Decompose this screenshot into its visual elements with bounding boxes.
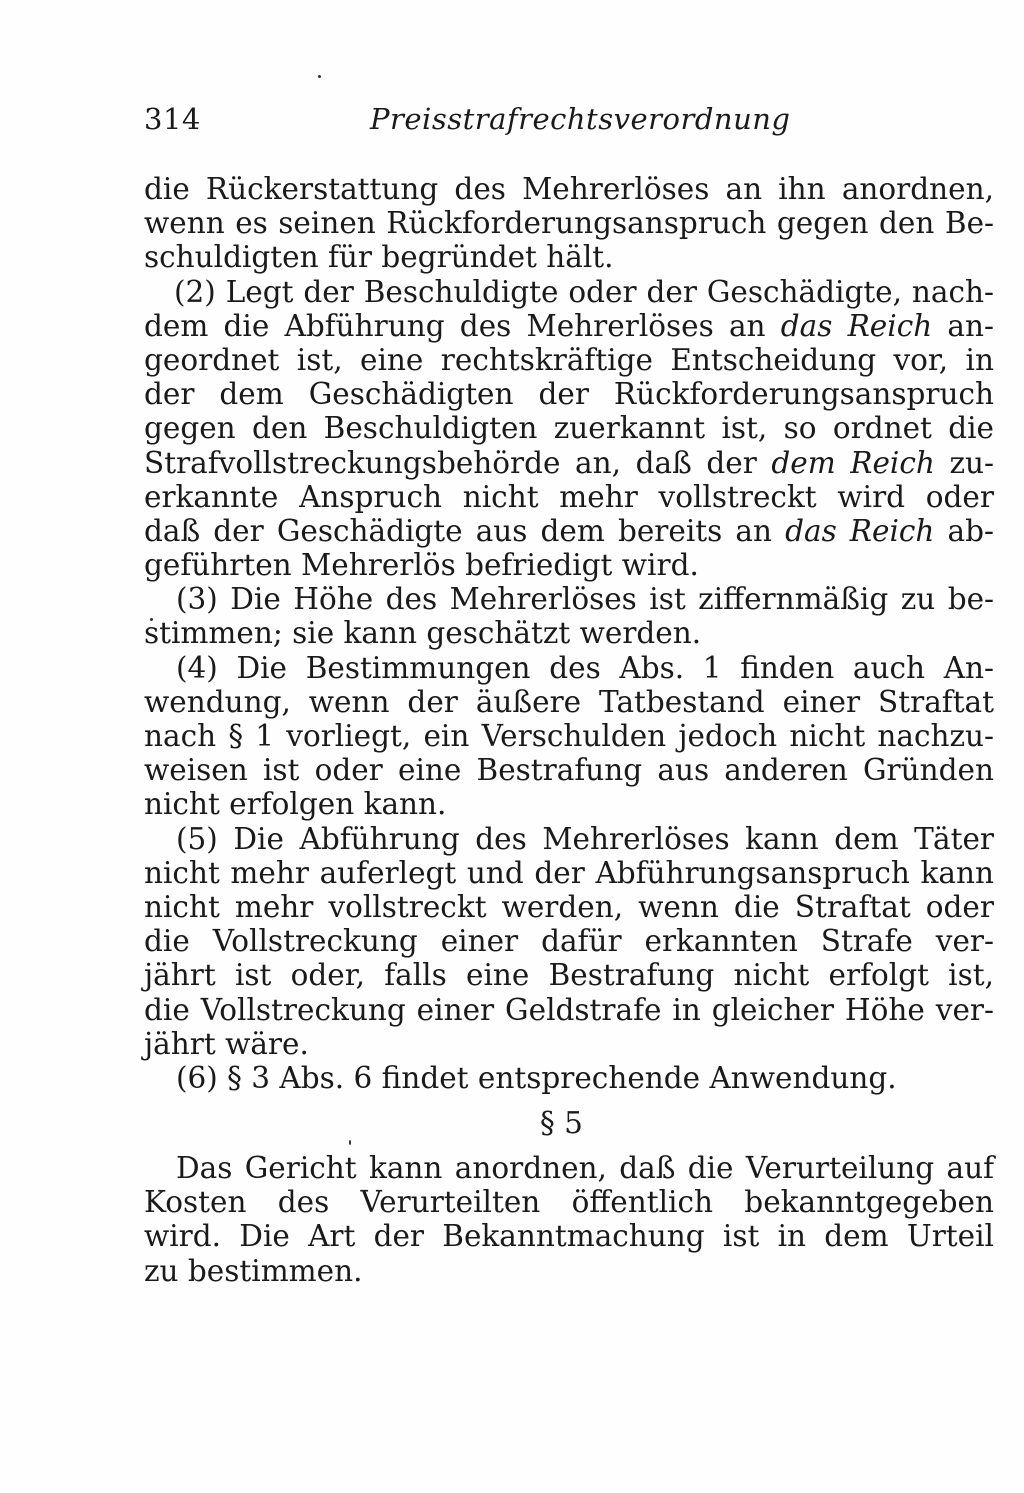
running-title: Preisstrafrechtsverordnung bbox=[370, 102, 791, 136]
paragraph-5-start: (5) Die Abführung des Mehrerlöses kann dem Täter bbox=[176, 821, 994, 856]
text-run: an- bbox=[932, 308, 994, 343]
text-line: weisen ist oder eine Bestrafung aus anderen Gründen bbox=[144, 753, 994, 788]
text-line: wenn es seinen Rückforderungsanspruch gegen den Be- bbox=[144, 206, 994, 241]
text-line: nach § 1 vorliegt, ein Verschulden jedoch nicht nachzu- bbox=[144, 719, 994, 753]
text-line: zu bestimmen. bbox=[144, 1253, 363, 1288]
paragraph-6: (6) § 3 Abs. 6 findet entsprechende Anwendung. bbox=[176, 1060, 897, 1095]
text-line: die Vollstreckung einer dafür erkannten Strafe ver- bbox=[144, 924, 994, 959]
text-line: der dem Geschädigten der Rückforderungsanspruch bbox=[144, 377, 994, 412]
italic-text: dem Reich bbox=[771, 445, 935, 480]
text-line: nicht mehr auferlegt und der Abführungsanspruch kann bbox=[144, 855, 994, 890]
italic-text: das Reich bbox=[780, 308, 933, 343]
text-line: erkannte Anspruch nicht mehr vollstreckt wird oder bbox=[144, 479, 994, 514]
section-heading: § 5 bbox=[540, 1106, 583, 1141]
text-run: ab- bbox=[934, 513, 994, 548]
text-line bbox=[144, 446, 994, 480]
page-body bbox=[144, 172, 994, 1288]
text-line bbox=[144, 514, 994, 548]
print-speck bbox=[318, 75, 321, 78]
page-header bbox=[144, 102, 994, 142]
text-line: jährt wäre. bbox=[144, 1026, 309, 1061]
text-line: gegen den Beschuldigten zuerkannt ist, so ordnet die bbox=[144, 411, 994, 446]
text-run: daß der Geschädigte aus dem bereits an bbox=[144, 513, 786, 548]
text-line bbox=[144, 309, 994, 343]
text-line: schuldigten für begründet hält. bbox=[144, 240, 614, 275]
section-5-start: Das Gericht kann anordnen, daß die Verurteilung auf bbox=[176, 1151, 994, 1186]
text-run: dem die Abführung des Mehrerlöses an bbox=[144, 308, 781, 343]
text-line: geordnet ist, eine rechtskräftige Entscheidung vor, in bbox=[144, 342, 994, 377]
paragraph-3-start: (3) Die Höhe des Mehrerlöses ist ziffernmäßig zu be- bbox=[176, 582, 994, 617]
text-line: die Vollstreckung einer Geldstrafe in gleicher Höhe ver- bbox=[144, 992, 994, 1027]
text-run: Strafvollstreckungsbehörde an, daß der bbox=[144, 445, 772, 480]
page-number: 314 bbox=[144, 102, 201, 136]
text-line: stimmen; sie kann geschätzt werden. bbox=[144, 616, 702, 651]
text-line: die Rückerstattung des Mehrerlöses an ihn anordnen, bbox=[144, 172, 994, 206]
paragraph-2-start: (2) Legt der Beschuldigte oder der Geschädigte, nach- bbox=[174, 274, 994, 309]
text-line: nicht mehr vollstreckt werden, wenn die Straftat oder bbox=[144, 889, 994, 924]
text-line: geführten Mehrerlös befriedigt wird. bbox=[144, 548, 699, 583]
italic-text: das Reich bbox=[785, 513, 935, 548]
text-line: wendung, wenn der äußere Tatbestand einer Straftat bbox=[144, 684, 994, 719]
text-line: jährt ist oder, falls eine Bestrafung nicht erfolgt ist, bbox=[144, 958, 994, 993]
paragraph-4-start: (4) Die Bestimmungen des Abs. 1 finden auch An- bbox=[176, 650, 994, 685]
text-run: zu- bbox=[934, 445, 994, 480]
text-line: Kosten des Verurteilten öffentlich bekanntgegeben bbox=[144, 1185, 994, 1220]
text-line: wird. Die Art der Bekanntmachung ist in dem Urteil bbox=[144, 1219, 994, 1254]
text-line: nicht erfolgen kann. bbox=[144, 787, 447, 822]
